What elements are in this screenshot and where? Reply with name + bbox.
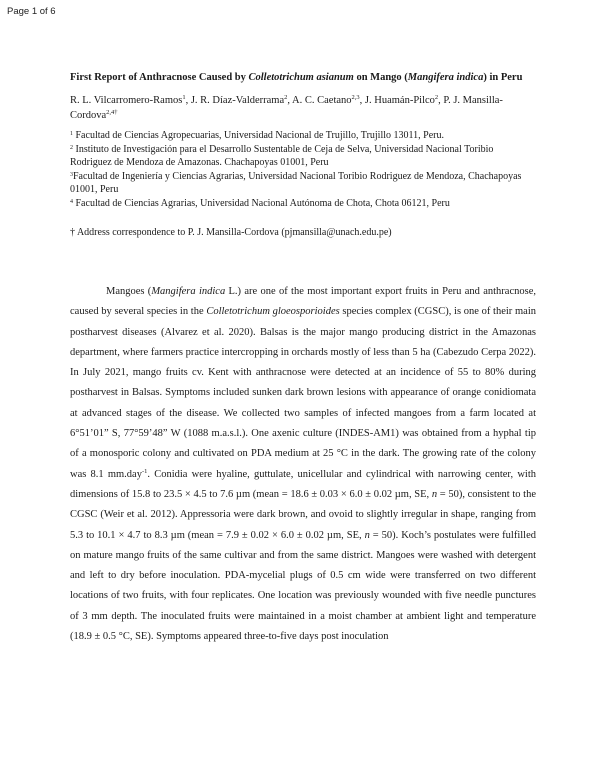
affiliation: $^4$ Facultad de Ciencias Agrarias, Universidad Nacional Autónoma de Chota, Chota 06121, Peru [70, 197, 450, 209]
paper-title: First Report of Anthracnose Caused by Colletotrichum asianum on Mango (Mangifera indica) in Peru [70, 72, 523, 83]
author-name: J. Huamán-Pilco [364, 95, 435, 106]
affiliation: $^3$Facultad de Ingeniería y Ciencias Agrarias, Universidad Nacional Toribio Rodriguez de Mendoza, Chachapoyas 01001, Peru [70, 170, 522, 195]
paper-page [70, 70, 536, 647]
correspondence-note: † Address correspondence to P. J. Mansilla-Cordova (pjmansilla@unach.edu.pe) [70, 227, 392, 238]
body-paragraph: Mangoes (Mangifera indica L.) are one of the most important export fruits in Peru and anthracnose, caused by several species in the Colletotrichum gloeosporioides species complex (CGSC), is one of their main postharvest diseases (Alvarez et al. 2020). Balsas is the major mango producing district in the Amazonas department, where farmers practice intercropping in orchards mostly of less than 5 ha (Cabezudo Cerpa 2022). In July 2021, mango fruits cv. Kent with anthracnose were detected at an incidence of 55 to 80% during postharvest in Balsas. Symptoms included sunken dark brown lesions with appearance of orange conidiomata at advanced stages of the disease. We collected two samples of infected mangoes from a farm located at 6°51’01” S, 77°59’48” W (1088 m.a.s.l.). One axenic culture (INDES-AM1) was obtained from a hyphal tip of a monosporic colony and cultivated on PDA medium at 25 °C in the dark. The growing rate of the colony was 8.1 mm.day$^{-1}$. Conidia were hyaline, guttulate, unicellular and cylindrical with narrowing center, with dimensions of 15.8 to 23.5 × 4.5 to 7.6 µm (mean = 18.6 ± 0.03 × 6.0 ± 0.02 µm, SE, n = 50), consistent to the CGSC (Weir et al. 2012). Appressoria were dark brown, and ovoid to slightly irregular in shape, ranging from 5.3 to 10.1 × 4.7 to 8.3 µm (mean = 7.9 ± 0.02 × 6.0 ± 0.02 µm, SE, n = 50). Koch’s postulates were fulfilled on mature mango fruits of the same cultivar and from the same district. Mangoes were washed with detergent and left to dry before inoculation. PDA-mycelial plugs of 0.5 cm wide were transferred on two different locations of two fruits, with four replicates. One location was previously wounded with five needle punctures of 3 mm depth. The inoculated fruits were maintained in a moist chamber at ambient light and temperature (18.9 ± 0.5 °C, SE). Symptoms appeared three-to-five days post inoculation [70, 286, 537, 643]
affiliation: $^1$ Facultad de Ciencias Agropecuarias, Universidad Nacional de Trujillo, Trujillo 13011, Peru. [70, 130, 444, 141]
page-indicator: Page 1 of 6 [7, 6, 56, 17]
author-name: J. R. Díaz-Valderrama [190, 95, 285, 106]
affiliation-list [70, 129, 536, 210]
author-name: P. J. Mansilla-Cordova [70, 95, 503, 121]
author-name: R. L. Vilcarromero-Ramos [70, 95, 183, 106]
affiliation: $^2$ Instituto de Investigación para el Desarrollo Sustentable de Ceja de Selva, Universidad Nacional Toribio Rodriguez de Mendoza de Amazonas. Chachapoyas 01001, Peru [70, 143, 494, 168]
author-name: A. C. Caetano [292, 95, 352, 106]
author-list: R. L. Vilcarromero-Ramos$^1$, J. R. Díaz-Valderrama$^2$, A. C. Caetano$^{2,3}$, J. Huamán-Pilco$^2$, P. J. Mansilla-Cordova$^{2,4\dagger}$ [70, 94, 503, 121]
